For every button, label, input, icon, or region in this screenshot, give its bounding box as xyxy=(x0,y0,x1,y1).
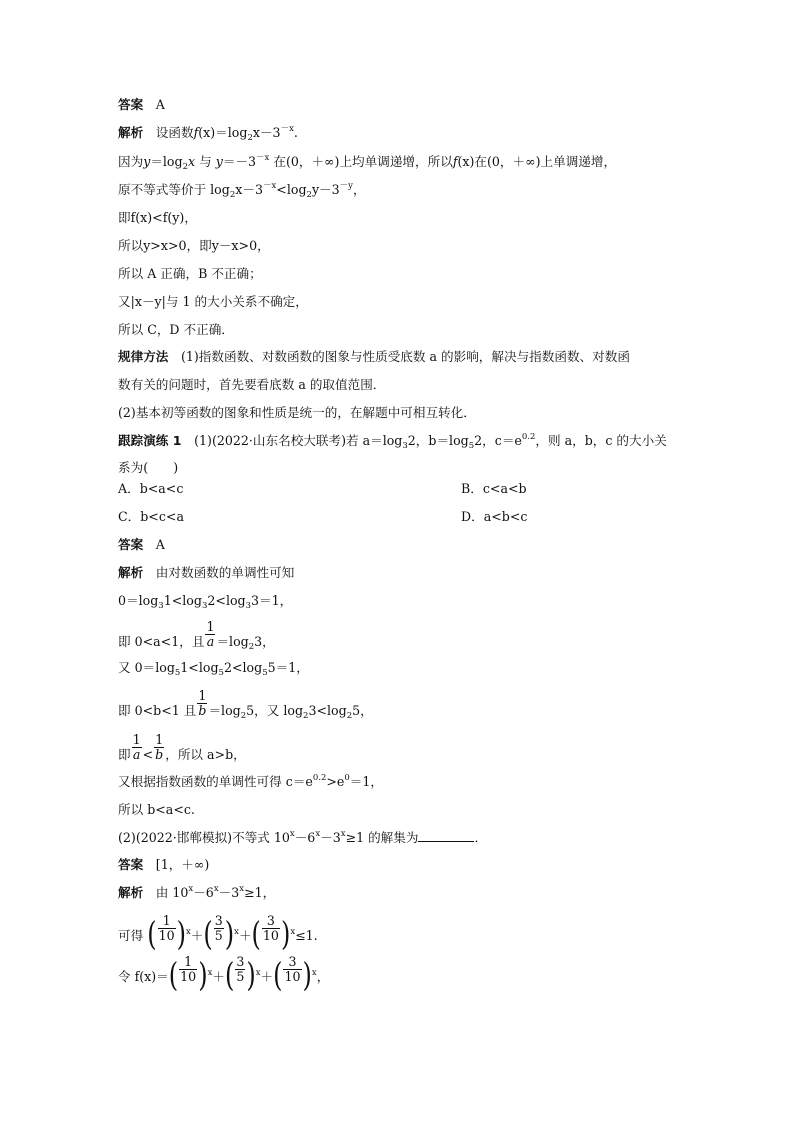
answer-blank xyxy=(418,830,474,842)
text-line: 所以 C，D 不正确． xyxy=(118,322,234,337)
text-line: 可得 ( $\frac{1}{10}$ )$^x$＋( $\frac{3}{5}$ )$^x$＋( $\frac{3}{10}$ )$^x$≤1. xyxy=(118,913,318,953)
fraction: $\frac{1}{b}$ xyxy=(155,732,164,762)
option-b: B．c<a<b xyxy=(461,481,527,496)
method-line-1: 规律方法 (1)指数函数、对数函数的图象与性质受底数 a 的影响，解决与指数函数、对数函 xyxy=(118,349,630,364)
question-2-line: (2)(2022·邯郸模拟)不等式 $10^x-6^x-3^x\ge 1$ 的解集为 ． xyxy=(118,829,488,845)
answer-label: 答案 xyxy=(118,537,144,552)
fraction: $\frac{3}{10}$ xyxy=(262,913,279,943)
text-line: 又 $0=\log_51<\log_52<\log_55=1$， xyxy=(118,660,309,678)
fraction: $\frac{3}{5}$ xyxy=(236,954,245,984)
text-line: 数有关的问题时，首先要看底数 a 的取值范围． xyxy=(118,377,386,392)
answer-label: 答案 xyxy=(118,97,144,112)
analysis-label: 解析 xyxy=(118,885,144,900)
analysis-line-2: 解析 由对数函数的单调性可知 xyxy=(118,565,295,580)
text-line: 即 $\frac{1}{a}$ < $\frac{1}{b}$ ，所以 a>b， xyxy=(118,732,246,762)
text-line: 即 0<a<1，且 $\frac{1}{a}$ $=\log_23$， xyxy=(118,619,275,652)
text-line: 令 f(x)＝( $\frac{1}{10}$ )$^x$＋( $\frac{3}{5}$ )$^x$＋( $\frac{3}{10}$ )$^x$， xyxy=(118,954,330,994)
answer-line-2 xyxy=(118,537,165,553)
fraction: $\frac{1}{b}$ xyxy=(198,688,207,718)
text-line: 即 0<b<1 且 $\frac{1}{b}$ $=\log_25$，又 $\log_23<\log_25$， xyxy=(118,688,373,721)
option-a: A．b<a<c xyxy=(118,481,184,496)
analysis-label: 解析 xyxy=(118,125,144,140)
answer-line-3 xyxy=(118,857,209,873)
text-line: 又根据指数函数的单调性可得 $c=e^{0.2}>e^0=1$， xyxy=(118,773,383,789)
answer-label: 答案 xyxy=(118,857,144,872)
option-row xyxy=(118,509,528,525)
answer-value: [1，＋∞) xyxy=(155,857,210,872)
option-c: C．b<c<a xyxy=(118,509,184,524)
analysis-line-1: 解析 设函数$f(x)=\log_2x-3^{-x}$. xyxy=(118,124,298,143)
fraction: $\frac{1}{a}$ xyxy=(132,732,141,762)
text-line: 所以 A 正确，B 不正确； xyxy=(118,266,262,281)
method-label: 规律方法 xyxy=(118,349,169,364)
fraction: $\frac{3}{10}$ xyxy=(284,954,301,984)
text-line: 系为( ) xyxy=(118,460,179,475)
text-line: 所以 b<a<c. xyxy=(118,802,195,817)
analysis-label: 解析 xyxy=(118,565,144,580)
exercise-line-1: 跟踪演练 1 (1)(2022·山东名校大联考)若 $a=\log_32$，$b=\log_52$，$c=e^{0.2}$，则 a，b，c 的大小关 xyxy=(118,432,667,451)
exercise-label: 跟踪演练 1 xyxy=(118,433,182,448)
text-line: (2)基本初等函数的图象和性质是统一的，在解题中可相互转化． xyxy=(118,405,476,420)
fraction: $\frac{1}{10}$ xyxy=(158,913,175,943)
text-line: 所以y>x>0，即y－x>0， xyxy=(118,238,270,253)
option-d: D．a<b<c xyxy=(461,509,528,524)
text-line: 原不等式等价于 $\log_2x-3^{-x}<\log_2y-3^{-y}$， xyxy=(118,181,366,200)
text-line: 即f(x)<f(y)， xyxy=(118,210,197,225)
fraction: $\frac{1}{10}$ xyxy=(180,954,197,984)
text-line: $0=\log_31<\log_32<\log_33=1$， xyxy=(118,593,293,611)
answer-value: A xyxy=(155,537,165,552)
fraction: $\frac{1}{a}$ xyxy=(206,619,215,649)
fraction: $\frac{3}{5}$ xyxy=(214,913,223,943)
text-line: 因为$y=\log_2x$ 与 $y=-3^{-x}$ 在(0，＋∞)上均单调递增，所以f(x)在(0，＋∞)上单调递增， xyxy=(118,153,617,172)
answer-line-1 xyxy=(118,97,165,113)
option-row xyxy=(118,481,527,497)
analysis-line-3: 解析 由 $10^x-6^x-3^x\ge 1$， xyxy=(118,884,276,900)
text-line: 又|x－y|与 1 的大小关系不确定， xyxy=(118,294,308,309)
answer-value: A xyxy=(155,97,165,112)
